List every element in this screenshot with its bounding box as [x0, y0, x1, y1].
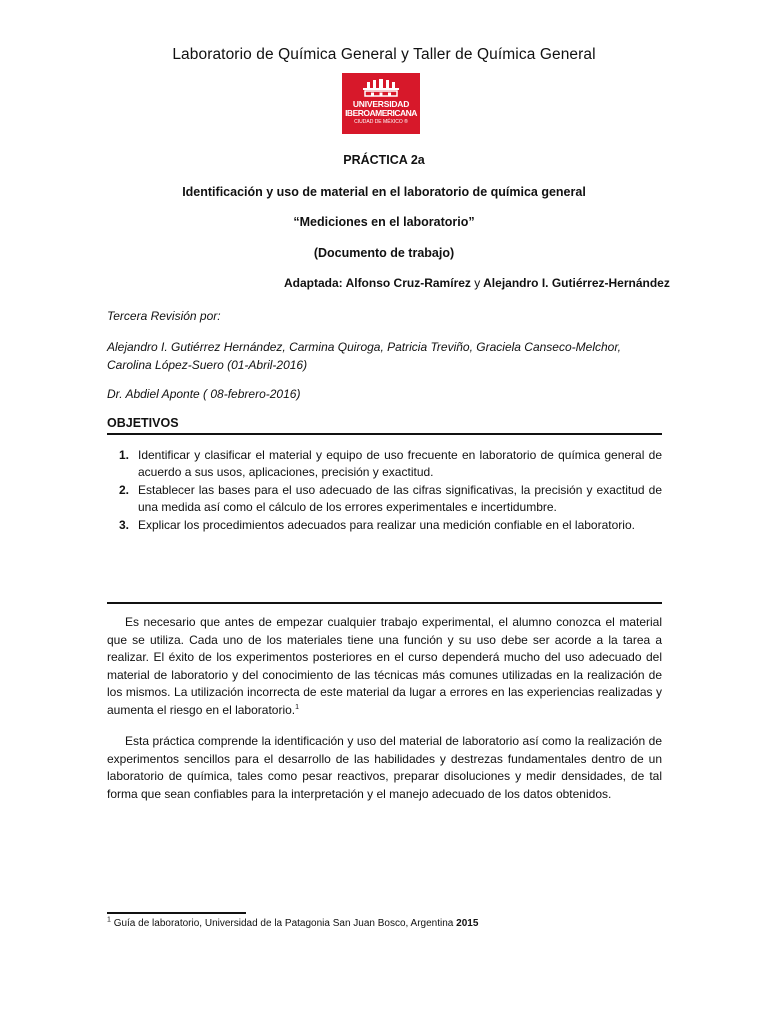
revision-authors: Alejandro I. Gutiérrez Hernández, Carmina Quiroga, Patricia Treviño, Graciela Canseco-Melchor, Carolina López-Suero (01-Abril-2016) [107, 340, 621, 372]
practice-subtitle: “Mediciones en el laboratorio” [293, 215, 475, 229]
header-title: Laboratorio de Química General y Taller de Química General [172, 46, 596, 63]
objective-number: 3. [118, 518, 129, 532]
adapted-author-2: Alejandro I. Gutiérrez-Hernández [483, 276, 670, 290]
section-divider [107, 602, 662, 604]
document-type: (Documento de trabajo) [313, 246, 455, 260]
university-logo [342, 73, 420, 134]
revision-reviewer: Dr. Abdiel Aponte ( 08-febrero-2016) [107, 387, 301, 401]
paragraph-text: Es necesario que antes de empezar cualquier trabajo experimental, el alumno conozca el material que se utiliza. Cada uno de los materiales tiene una función y su uso debe ser acorde a la tarea a realizar. El éxito de los experimentos posteriores en el curso dependerá mucho del uso adecuado del material de laboratorio y del conocimiento de las técnicas más comunes utilizadas en la realización de los mismos. La utilización incorrecta de este material da lugar a errores en las experiencias realizadas y aumenta el riesgo en el laboratorio. [107, 615, 662, 717]
footnote-year: 2015 [456, 918, 479, 929]
logo-text-name: IBEROAMERICANA [345, 108, 417, 118]
footnote-mark: 1 [107, 916, 111, 924]
adapted-label: Adaptada: [284, 276, 343, 290]
objective-text: Explicar los procedimientos adecuados para realizar una medición confiable en el laboratorio. [138, 518, 635, 532]
objective-item [107, 517, 662, 534]
practice-number: PRÁCTICA 2a [343, 153, 425, 167]
footnote-divider [107, 912, 246, 914]
section-divider [107, 433, 662, 435]
body-paragraph [107, 614, 662, 719]
logo-emblem-icon [359, 78, 403, 98]
footnote [107, 918, 478, 929]
practice-title: Identificación y uso de material en el laboratorio de química general [182, 185, 586, 199]
body-paragraph [107, 733, 662, 803]
adapted-and: y [474, 276, 481, 290]
objectives-list [107, 447, 662, 535]
objective-item [107, 482, 662, 516]
objective-text: Establecer las bases para el uso adecuado de las cifras significativas, la precisión y exactitud de una medida así como el cálculo de los errores experimentales e incertidumbre. [138, 483, 662, 514]
objectives-heading: OBJETIVOS [107, 416, 179, 430]
objective-number: 2. [118, 483, 129, 497]
footnote-text: Guía de laboratorio, Universidad de la Patagonia San Juan Bosco, Argentina [113, 918, 454, 929]
logo-text-city: CIUDAD DE MÉXICO ® [354, 119, 408, 125]
logo-text-university: UNIVERSIDAD [352, 99, 410, 109]
footnote-reference[interactable]: 1 [295, 703, 300, 711]
objective-number: 1. [118, 448, 129, 462]
adapted-by [284, 276, 670, 290]
paragraph-text: Esta práctica comprende la identificación y uso del material de laboratorio así como la realización de experimentos sencillos para el desarrollo de las habilidades y destrezas fundamentales dentro de un laboratorio de química, tales como pesar reactivos, preparar disoluciones y medir densidades, de tal forma que sean confiables para la interpretación y el manejo adecuado de los datos obtenidos. [107, 734, 662, 801]
objective-text: Identificar y clasificar el material y equipo de uso frecuente en laboratorio de química general de acuerdo a sus usos, aplicaciones, precisión y exactitud. [138, 448, 662, 479]
adapted-author-1: Alfonso Cruz-Ramírez [345, 276, 471, 290]
objective-item [107, 447, 662, 481]
revision-label: Tercera Revisión por: [107, 309, 221, 323]
